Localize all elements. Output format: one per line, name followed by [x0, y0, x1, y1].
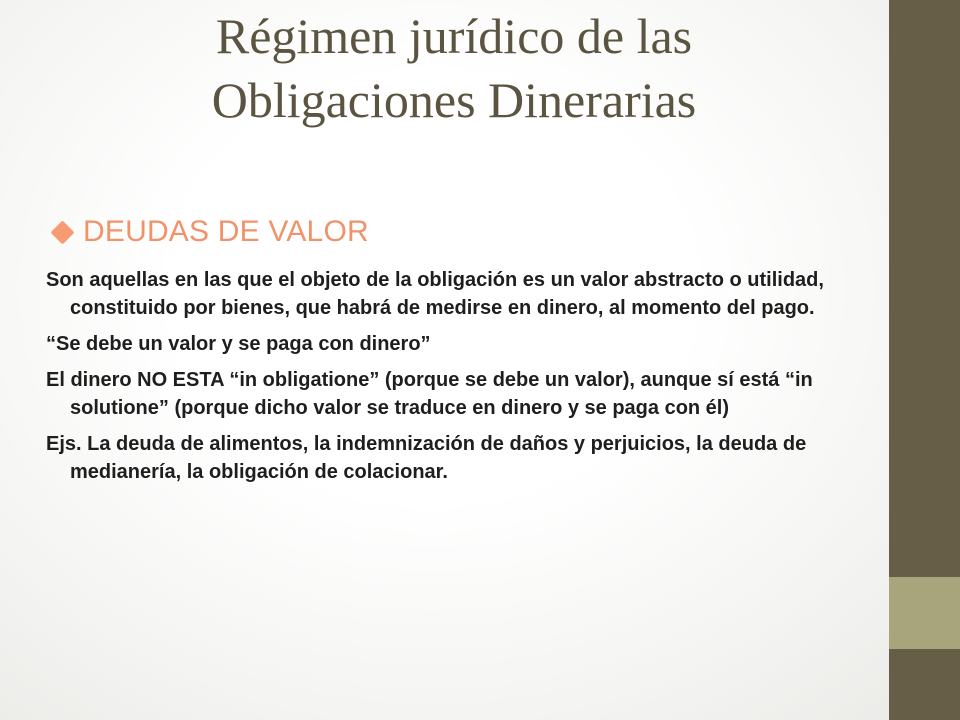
slide-title-line-1: Régimen jurídico de las — [215, 8, 693, 64]
section-heading: DEUDAS DE VALOR — [83, 215, 369, 248]
slide-title — [40, 4, 868, 132]
body-paragraph-quote: “Se debe un valor y se paga con dinero” — [46, 333, 431, 355]
section-heading-row — [50, 212, 369, 252]
body-paragraph-explanation: El dinero NO ESTA “in obligatione” (porque se debe un valor), aunque sí está “in solutione” (porque dicho valor se traduce en dinero y se paga con él) — [46, 369, 813, 419]
side-decor-accent — [889, 577, 960, 649]
slide-title-line-2: Obligaciones Dinerarias — [211, 72, 697, 128]
body-paragraph-examples: Ejs. La deuda de alimentos, la indemnización de daños y perjuicios, la deuda de medianería, la obligación de colacionar. — [46, 433, 807, 483]
slide-body — [46, 266, 866, 494]
diamond-bullet-icon — [50, 220, 74, 244]
body-paragraph-definition: Son aquellas en las que el objeto de la obligación es un valor abstracto o utilidad, constituido por bienes, que habrá de medirse en dinero, al momento del pago. — [46, 269, 824, 319]
